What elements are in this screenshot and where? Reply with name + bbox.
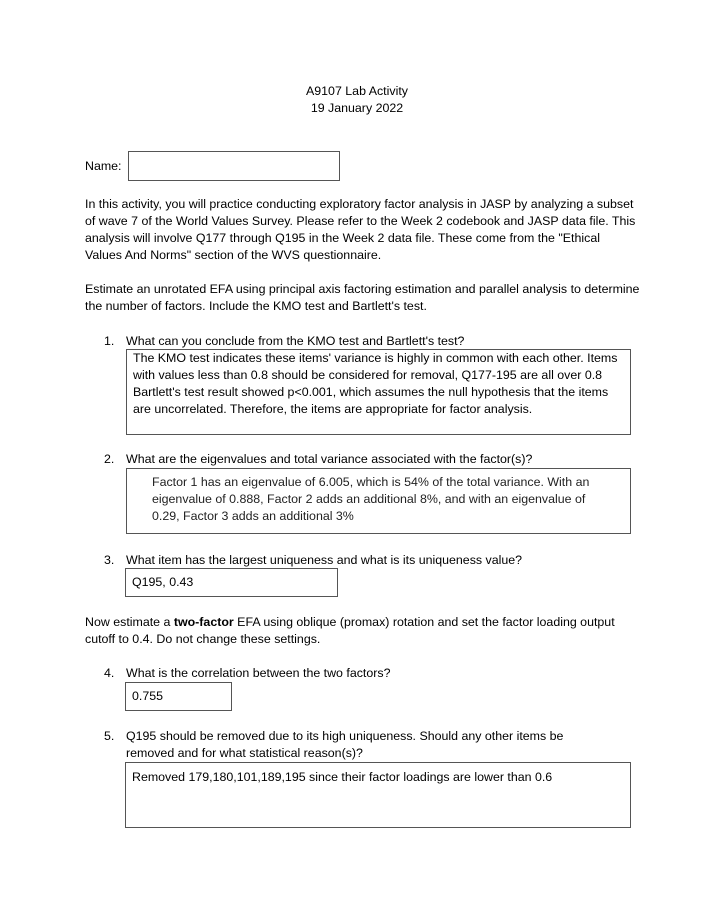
section-2-suffix: EFA using oblique (promax) rotation and set the factor loading output cutoff to 0.4. Do not change these settings. (85, 615, 615, 646)
question-number: 5. (104, 729, 115, 743)
name-label: Name: (85, 159, 122, 173)
question-3-text: What item has the largest uniqueness and what is its uniqueness value? (126, 553, 523, 567)
answer-1-bartlett: Bartlett's test result showed p<0.001, which assumes the null hypothesis that the items are uncorrelated. Therefore, the items are appropriate for factor analysis. (133, 385, 609, 416)
intro-paragraph: In this activity, you will practice conducting exploratory factor analysis in JASP by analyzing a subset of wave 7 of the World Values Survey. Please refer to the Week 2 codebook and JASP data file. This analysis will involve Q177 through Q195 in the Week 2 data file. These come from the "Ethical Values And Norms" section of the WVS questionnaire. (85, 197, 636, 262)
name-input[interactable] (128, 151, 340, 181)
section-2-bold: two-factor (173, 615, 234, 629)
answer-2-field[interactable] (126, 468, 631, 534)
section-2-prefix: Now estimate a (85, 615, 174, 629)
question-number: 1. (104, 334, 115, 348)
question-1-text: What can you conclude from the KMO test and Bartlett's test? (126, 334, 465, 348)
instructions-paragraph: Estimate an unrotated EFA using principal axis factoring estimation and parallel analysis to determine the number of factors. Include the KMO test and Bartlett's test. (85, 282, 640, 313)
question-number: 2. (104, 452, 115, 466)
question-number: 4. (104, 666, 115, 680)
answer-5-text: Removed 179,180,101,189,195 since their factor loadings are lower than 0.6 (132, 770, 553, 784)
answer-5-field[interactable] (125, 762, 631, 828)
question-5-text: Q195 should be removed due to its high uniqueness. Should any other items be removed and for what statistical reason(s)? (126, 729, 564, 760)
document-title: A9107 Lab Activity (306, 84, 408, 98)
answer-2-text: Factor 1 has an eigenvalue of 6.005, which is 54% of the total variance. With an eigenvalue of 0.888, Factor 2 adds an additional 8%, and with an eigenvalue of 0.29, Factor 3 adds an additional 3% (152, 475, 590, 523)
answer-1-kmo: The KMO test indicates these items' variance is highly in common with each other. Items with values less than 0.8 should be considered for removal, Q177-195 are all over 0.8 (133, 351, 618, 382)
answer-3-text: Q195, 0.43 (132, 575, 194, 589)
question-2-text: What are the eigenvalues and total variance associated with the factor(s)? (126, 452, 533, 466)
question-4-text: What is the correlation between the two factors? (126, 666, 391, 680)
section-2-paragraph (85, 614, 640, 648)
answer-4-field[interactable] (125, 682, 232, 711)
document-date: 19 January 2022 (310, 101, 404, 115)
answer-3-field[interactable] (125, 568, 338, 597)
answer-1-field[interactable] (126, 349, 631, 435)
question-number: 3. (104, 553, 115, 567)
answer-4-text: 0.755 (132, 689, 164, 703)
